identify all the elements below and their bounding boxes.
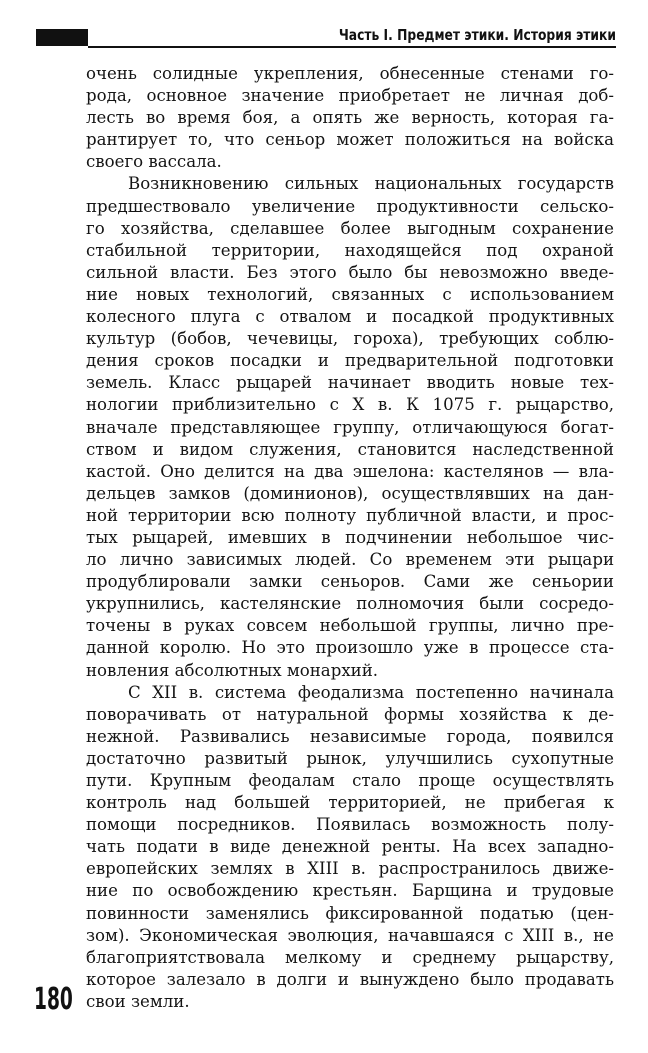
text-line: дельцев замков (доминионов), осуществлявших на дан- — [86, 483, 614, 503]
text-line: рантирует то, что сеньор может положиться на войска — [86, 130, 614, 150]
text-line: стабильной территории, находящейся под охраной — [86, 240, 614, 260]
running-header — [36, 26, 616, 48]
text-line: достаточно развитый рынок, улучшились сухопутные — [86, 748, 614, 768]
text-line: продублировали замки сеньоров. Сами же сеньории — [86, 572, 614, 592]
text-line: нологии приблизительно с X в. К 1075 г. рыцарство, — [86, 395, 614, 415]
text-line: ной территории всю полноту публичной власти, и прос- — [86, 505, 614, 525]
text-line: благоприятствовала мелкому и среднему рыцарству, — [86, 947, 614, 967]
header-black-bar — [36, 29, 88, 46]
text-line: данной королю. Но это произошло уже в процессе ста- — [86, 638, 614, 658]
page-number: 180 — [34, 982, 73, 1017]
body-text — [86, 63, 614, 1013]
paragraph — [86, 682, 614, 1013]
text-line: очень солидные укрепления, обнесенные стенами го- — [86, 64, 614, 83]
text-line: зом). Экономическая эволюция, начавшаяся с XIII в., не — [86, 925, 614, 945]
text-line: Возникновению сильных национальных государств — [128, 174, 614, 194]
text-line: рода, основное значение приобретает не личная доб- — [86, 86, 614, 106]
header-rule — [88, 46, 616, 48]
text-line: предшествовало увеличение продуктивности сельско- — [86, 196, 614, 216]
text-line: помощи посредников. Появилась возможность полу- — [86, 815, 614, 835]
text-line: укрупнились, кастелянские полномочия были сосредо- — [86, 594, 614, 614]
text-line: которое залезало в долги и вынуждено было продавать — [86, 969, 614, 989]
text-line: своего вассала. — [86, 152, 222, 172]
text-line: тых рыцарей, имевших в подчинении небольшое чис- — [86, 527, 614, 547]
header-title: Часть I. Предмет этики. История этики — [338, 26, 616, 44]
paragraph — [86, 63, 614, 173]
text-line: ло лично зависимых людей. Со временем эти рыцари — [86, 550, 614, 570]
text-line: нежной. Развивались независимые города, появился — [86, 726, 614, 746]
text-line: новления абсолютных монархий. — [86, 660, 379, 680]
text-line: земель. Класс рыцарей начинает вводить новые тех- — [86, 373, 614, 393]
text-line: пути. Крупным феодалам стало проще осуществлять — [86, 771, 614, 790]
paragraph — [86, 173, 614, 681]
text-line: ством и видом служения, становится наследственной — [86, 439, 614, 459]
text-line: го хозяйства, сделавшее более выгодным сохранение — [86, 218, 614, 238]
text-line: вначале представляющее группу, отличающуюся богат- — [86, 417, 614, 437]
text-line: свои земли. — [86, 991, 190, 1011]
text-line: чать подати в виде денежной ренты. На всех западно- — [86, 837, 614, 857]
text-line: колесного плуга с отвалом и посадкой продуктивных — [86, 307, 614, 327]
text-line: С XII в. система феодализма постепенно начинала — [128, 682, 614, 702]
text-line: ние новых технологий, связанных с использованием — [86, 284, 614, 304]
text-line: культур (бобов, чечевицы, гороха), требующих соблю- — [86, 329, 614, 349]
text-line: дения сроков посадки и предварительной подготовки — [86, 351, 614, 371]
text-line: точены в руках совсем небольшой группы, лично пре- — [86, 616, 614, 636]
text-line: европейских землях в XIII в. распространилось движе- — [86, 859, 614, 879]
text-line: повинности заменялись фиксированной податью (цен- — [86, 903, 614, 923]
text-line: ние по освобождению крестьян. Барщина и трудовые — [86, 881, 614, 901]
text-line: лесть во время боя, а опять же верность, которая га- — [86, 108, 614, 128]
text-line: сильной власти. Без этого было бы невозможно введе- — [86, 262, 614, 282]
text-line: кастой. Оно делится на два эшелона: кастелянов — вла- — [86, 461, 614, 481]
text-line: поворачивать от натуральной формы хозяйства к де- — [86, 704, 614, 724]
text-line: контроль над большей территорией, не прибегая к — [86, 793, 614, 813]
